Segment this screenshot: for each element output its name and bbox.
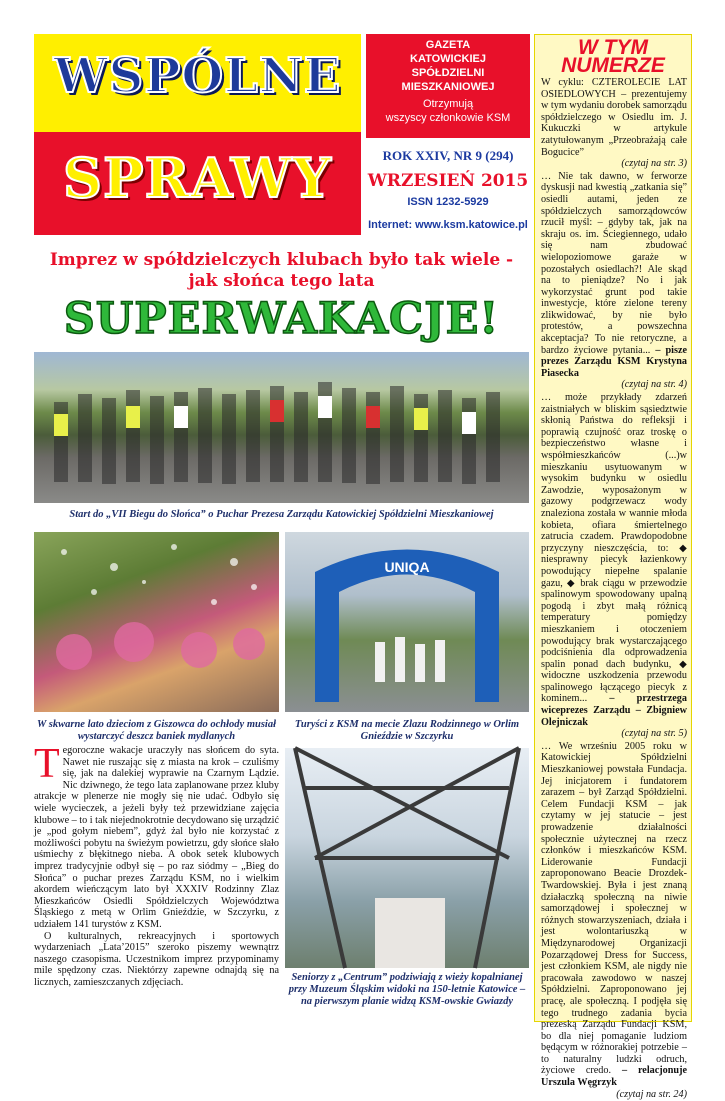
sidebar-item [541,171,687,391]
sidebar-item-text: … może przykłady zdarzeń zaistniałych w bliskim sąsiedztwie skłonią Państwa do refleksji i poprawią czujność oraz troskę o bezpieczeństwo własne i współmieszkańców (...)w mieszkaniu usytuowanym w wysokim budynku w osiedlu Zawodzie, wyposażonym w gazowy podgrzewacz wody znaleziona została w wannie młoda kobieta, ofiara śmiertelnego zatrucia czadem. Prawdopodobne przyczyny nieszczęścia, to: ◆ niesprawny piecyk łazienkowy powodujący niepełne spalanie gazu, ◆ brak ciągu w przewodzie spalinowym spowodowany upalną pogodą i zbyt małą różnicą temperatury pomiędzy mieszkaniem i otoczeniem powodujący brak wystarczającego podciśnienia dla odprowadzenia spalin ponad dach budynku, ◆ widoczne uszkodzenia przewodu spalinowego łączącego piecyk z kominem... [541,392,687,705]
photo-children-bubbles [34,532,279,712]
sidebar-content [541,77,687,1101]
sidebar-item-author: – pisze prezes Zarządu KSM Krystyna Piasecka [541,344,687,379]
main-headline: SUPERWAKACJE! [63,294,500,344]
masthead-title-line2: SPRAWY [63,146,332,210]
sidebar-heading [535,36,691,77]
publisher-line: SPÓŁDZIELNI [411,67,485,79]
sidebar-item-text: … We wrześniu 2005 roku w Katowickiej Spółdzielni Mieszkaniowej powstała Fundacja. Jej inicjatorem i fundatorem zarazem – był Zarząd Spółdzielni. Celem Fundacji KSM – jak czytamy w jej statucie – jest prowadzenie działalności społecznie użytecznej na rzecz członków i mieszkańców KSM. Liderowanie Fundacji zaproponowano Beacie Drozdek-Twardowskiej. Była i jest znaną działaczką społeczną na niwie samorządowej i społecznej w różnych stowarzyszeniach, działa i jest wolontariuszką w Międzynarodowej Organizacji Pozarządowej Dress for Success, jest członkiem KSM, ale nigdy nie pracowała zawodowo w naszej Spółdzielni. Zaproponowano jej pracę, ale społeczną. I podjęła się tego trudnego zadania bycia prezeską Zarządu Fundacji KSM, bo dla niej pomaganie ludziom będącym w różnorakiej potrzebie – to naturalny ludzki odruch, życiowe credo. [541,740,687,1077]
sub-headline: Imprez w spółdzielczych klubach było tak wiele - jak słońca tego lata [49,250,514,291]
masthead [34,34,361,235]
runners-illustration [34,352,529,503]
publisher-line: GAZETA [425,39,471,51]
sidebar-item [541,741,687,1100]
finish-arch-illustration [285,532,529,712]
sidebar-item-author: – przestrzega wiceprezes Zarządu – Zbigniew Olejniczak [541,693,687,728]
in-this-issue-sidebar [534,34,692,1100]
photo-finish-arch [285,532,529,712]
article-paragraph: O kulturalnych, rekreacyjnych i sportowych wydarzeniach „Lata’2015” szeroko piszemy wewnątrz naszego czasopisma. Uczestnikom imprez przypominamy mile spędzony czas. Niektórzy zapewne odnajdą się na licznych, zamieszczanych zdjęciach. [34,930,279,988]
issue-number: ROK XXIV, NR 9 (294) [382,148,514,163]
sidebar-item-text: W cyklu: CZTEROLECIE LAT OSIEDLOWYCH – prezentujemy w tym wydaniu dorobek samorządu spółdzielczego w Osiedlu im. J. Kukuczki w artykule zatytułowanym „Przeobrażają całe Bogucice” [541,77,687,158]
article-paragraph-text: egoroczne wakacje uraczyły nas słońcem do syta. Nawet nie ruszając się z miasta na krok – czuliśmy się, jak na dalekiej wyprawie na Czarnym Lądzie. Nic dziwnego, że tego lata zaplanowane przez kluby atrakcje w plenerze nie mogły się nie udać. Odbyło się wiele wycieczek, a jeżeli były też przewidziane zajęcia klubowe – to i tak niejednokrotnie decydowano się urządzić je „pod gołym niebem”, gdyż żal było nie korzystać z możliwości pobytu na świeżym powietrzu, gdy słońce słało uśmiechy z błękitnego nieba. A obok setek klubowych imprez tradycyjnie odbył się – po raz siódmy – „Bieg do Słońca” o puchar prezes Zarządu KSM, no i wielkim akordem wieńczącym lato był XXXIV Rodzinny Zlaz Mieszkańców Osiedli Spółdzielczych Województwa Śląskiego z metą w Orlim Gnieździe, w Szczyrku, z udziałem 141 turystów z KSM. [34,745,279,930]
children-illustration [34,532,279,712]
sidebar-heading-line: NUMERZE [561,54,665,77]
lead-article [34,741,279,988]
publisher-line: KATOWICKIEJ [410,53,486,65]
photo-caption: W skwarne lato dzieciom z Giszowca do ochłody musiał wystarczyć deszcz baniek mydlanych [37,719,276,742]
publisher-info-box [366,34,530,138]
distribution-note: Otrzymują [422,98,474,110]
photo-caption: Start do „VII Biegu do Słońca” o Puchar Prezesa Zarządu Katowickiej Spółdzielni Mieszkaniowej [69,509,494,520]
photo-run-start [34,352,529,503]
sidebar-item [541,77,687,170]
photo-caption: Turyści z KSM na mecie Zlazu Rodzinnego w Orlim Gnieździe w Szczyrku [294,719,520,742]
issue-date: WRZESIEŃ 2015 [367,171,529,191]
page-reference[interactable]: (czytaj na str. 5) [621,728,687,740]
sidebar-item-text: … Nie tak dawno, w ferworze dyskusji nad kwestią „zatkania się” osiedli autami, jeden ze spółdzielczych samorządowców rzucił myśl: – gdyby tak, jak na skraju os. im. Ściegiennego, udało się nam zbudować wielopoziomowe garaże w pozostałych osiedlach?! Ale skąd na to pieniądze? No i jak wykorzystać grunt pod takie inwestycje, które zielone tereny zlikwidować, by nie było protestów, a powszechna akceptacja? To nie retoryczne, a bardzo życiowe pytania... [541,170,687,356]
article-paragraph [34,741,279,931]
tower-illustration [285,748,529,968]
publisher-line: MIESZKANIOWEJ [401,81,495,93]
page-reference[interactable]: (czytaj na str. 4) [621,379,687,391]
photo-mine-tower-view [285,748,529,968]
distribution-note: wszyscy członkowie KSM [385,112,511,124]
sidebar-item-author: – relacjonuje Urszula Węgrzyk [541,1065,687,1089]
issn: ISSN 1232-5929 [407,196,489,208]
sidebar-heading-line: W TYM [578,36,648,59]
page-reference[interactable]: (czytaj na str. 3) [621,158,687,170]
page-reference[interactable]: (czytaj na str. 24) [616,1088,687,1100]
arch-banner-text: UNIQA [384,559,430,575]
website-link[interactable]: Internet: www.ksm.katowice.pl [368,219,528,231]
photo-caption: Seniorzy z „Centrum” podziwiają z wieży kopalnianej przy Muzeum Śląskim widoki na 150-letnie Katowice – na pierwszym planie widzą KSM-owskie Gwiazdy [288,972,526,1007]
sidebar-item [541,392,687,740]
drop-cap: T [34,741,60,787]
masthead-title-line1: WSPÓLNE [53,48,342,104]
